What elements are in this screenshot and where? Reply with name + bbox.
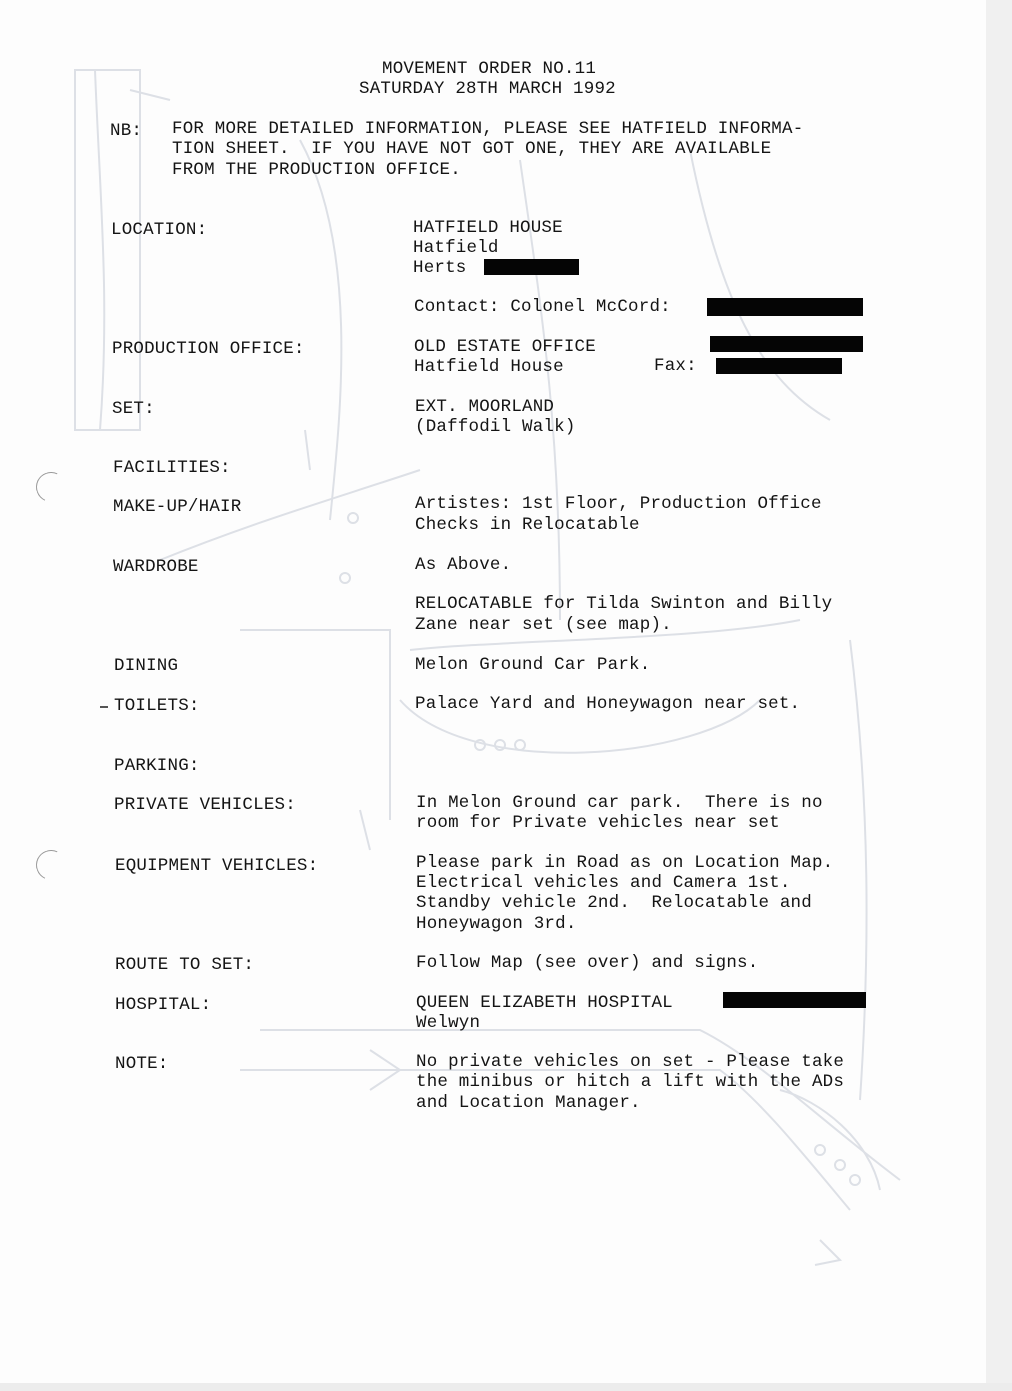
production-office-label: PRODUCTION OFFICE:: [112, 339, 305, 359]
redaction-bar: [484, 259, 579, 275]
toilets-label: TOILETS:: [114, 696, 200, 716]
toilets-value: Palace Yard and Honeywagon near set.: [415, 694, 801, 714]
redaction-bar: [710, 336, 863, 352]
dining-label: DINING: [114, 656, 179, 676]
hospital-line-2: Welwyn: [416, 1013, 481, 1033]
note-line-1: No private vehicles on set - Please take: [416, 1052, 845, 1072]
header-title: MOVEMENT ORDER NO.11: [382, 59, 597, 79]
header-date: SATURDAY 28TH MARCH 1992: [359, 79, 616, 99]
set-label: SET:: [112, 399, 155, 419]
equipment-vehicles-line-3: Standby vehicle 2nd. Relocatable and: [416, 893, 812, 913]
redaction-bar: [716, 358, 842, 374]
dining-value: Melon Ground Car Park.: [415, 655, 651, 675]
wardrobe-line-3: Zane near set (see map).: [415, 615, 672, 635]
location-label: LOCATION:: [111, 220, 208, 240]
redaction-bar: [723, 992, 866, 1008]
equipment-vehicles-label: EQUIPMENT VEHICLES:: [115, 856, 319, 876]
note-line-2: the minibus or hitch a lift with the ADs: [416, 1072, 845, 1092]
wardrobe-line-1: As Above.: [415, 555, 512, 575]
hospital-line-1: QUEEN ELIZABETH HOSPITAL: [416, 993, 673, 1013]
nb-label: NB:: [110, 121, 143, 141]
equipment-vehicles-line-1: Please park in Road as on Location Map.: [416, 853, 834, 873]
redaction-bar: [707, 298, 863, 316]
equipment-vehicles-line-4: Honeywagon 3rd.: [416, 914, 577, 934]
fax-label: Fax:: [654, 356, 697, 376]
wardrobe-label: WARDROBE: [113, 557, 199, 577]
nb-line-1: FOR MORE DETAILED INFORMATION, PLEASE SEE HATFIELD INFORMA-: [172, 119, 804, 139]
location-contact: Contact: Colonel McCord:: [414, 297, 671, 317]
production-office-line-1: OLD ESTATE OFFICE: [414, 337, 596, 357]
private-vehicles-line-2: room for Private vehicles near set: [416, 813, 780, 833]
parking-label: PARKING:: [114, 756, 200, 776]
makeup-line-2: Checks in Relocatable: [415, 515, 640, 535]
wardrobe-line-2: RELOCATABLE for Tilda Swinton and Billy: [415, 594, 833, 614]
route-label: ROUTE TO SET:: [115, 955, 255, 975]
nb-line-2: TION SHEET. IF YOU HAVE NOT GOT ONE, THEY ARE AVAILABLE: [172, 139, 772, 159]
private-vehicles-label: PRIVATE VEHICLES:: [114, 795, 296, 815]
facilities-label: FACILITIES:: [113, 458, 231, 478]
private-vehicles-line-1: In Melon Ground car park. There is no: [416, 793, 823, 813]
equipment-vehicles-line-2: Electrical vehicles and Camera 1st.: [416, 873, 791, 893]
hospital-label: HOSPITAL:: [115, 995, 212, 1015]
location-name: HATFIELD HOUSE: [413, 218, 563, 238]
set-line-2: (Daffodil Walk): [415, 417, 576, 437]
set-line-1: EXT. MOORLAND: [415, 397, 555, 417]
location-town: Hatfield: [413, 238, 499, 258]
production-office-line-2: Hatfield House: [414, 357, 564, 377]
nb-line-3: FROM THE PRODUCTION OFFICE.: [172, 160, 461, 180]
note-label: NOTE:: [115, 1054, 169, 1074]
location-county: Herts: [413, 258, 467, 278]
makeup-label: MAKE-UP/HAIR: [113, 497, 242, 517]
note-line-3: and Location Manager.: [416, 1093, 641, 1113]
margin-tick: [100, 706, 108, 708]
makeup-line-1: Artistes: 1st Floor, Production Office: [415, 494, 822, 514]
route-value: Follow Map (see over) and signs.: [416, 953, 759, 973]
